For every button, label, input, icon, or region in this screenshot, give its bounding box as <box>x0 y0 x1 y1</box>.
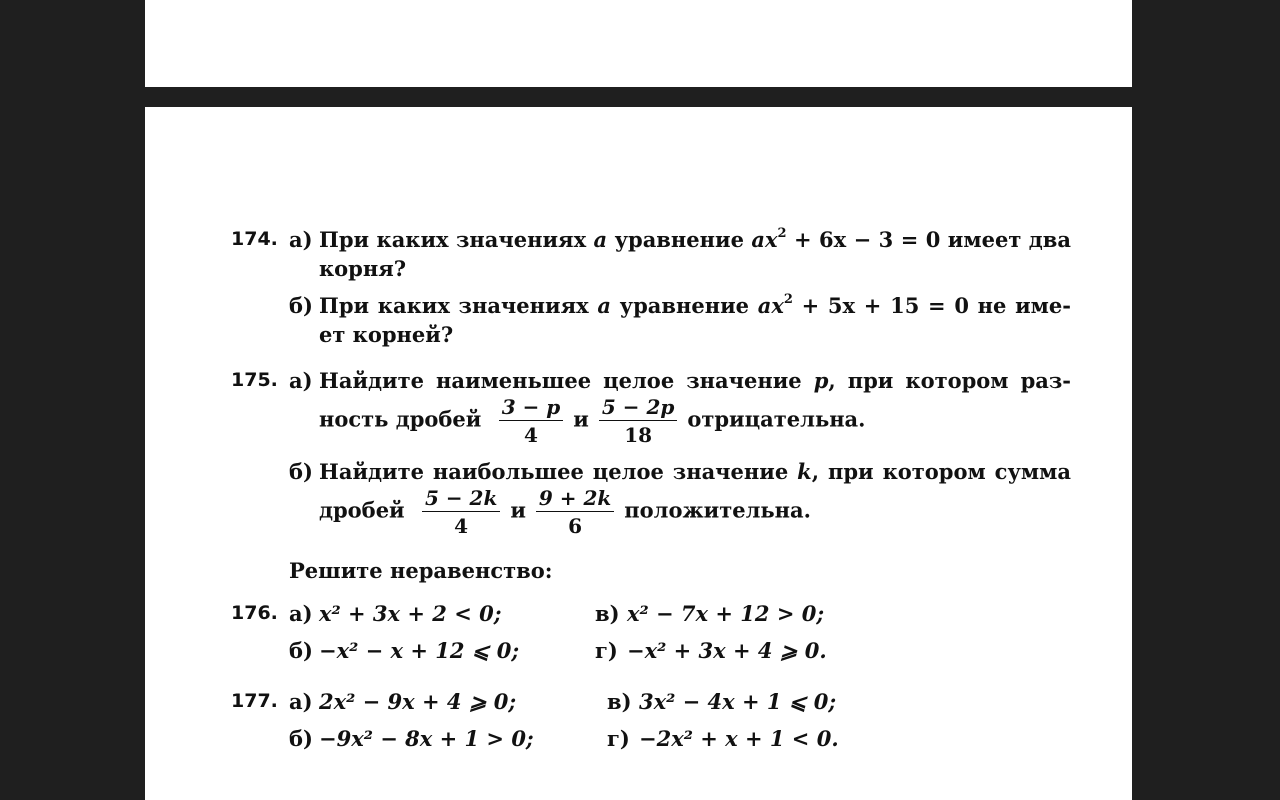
variable: k <box>797 459 812 484</box>
denominator: 6 <box>568 514 583 538</box>
problem-177 <box>231 683 1071 757</box>
inequality-row <box>289 632 1071 669</box>
item-label: в) <box>595 601 620 626</box>
problem-number: 177. <box>231 690 278 712</box>
inequality-row <box>289 720 1071 757</box>
text: , при котором сумма дробей <box>319 459 1071 523</box>
problem-174-a <box>289 225 1071 283</box>
variable: a <box>597 293 611 318</box>
inequality: −x² + 3x + 4 ⩾ 0. <box>627 638 827 663</box>
text: + 5x + 15 = 0 не име-ет корней? <box>319 293 1071 347</box>
item-label: а) <box>289 601 313 626</box>
instruction-heading: Решите неравенство: <box>289 558 553 583</box>
denominator: 4 <box>454 514 469 538</box>
fraction <box>422 486 500 538</box>
exponent: 2 <box>783 292 793 307</box>
problem-174-b <box>289 291 1071 349</box>
inequality-g <box>595 632 827 669</box>
text: уравнение <box>607 227 752 252</box>
item-label: б) <box>289 293 313 318</box>
text: и <box>510 497 526 523</box>
item-label: г) <box>607 726 630 751</box>
denominator: 18 <box>624 423 653 447</box>
inequality: 2x² − 9x + 4 ⩾ 0; <box>319 689 517 714</box>
problem-174 <box>231 225 1071 349</box>
text: и <box>573 406 589 432</box>
inequality-v <box>607 683 836 720</box>
text: положительна. <box>624 497 811 523</box>
denominator: 4 <box>524 423 538 447</box>
numerator: 5 − 2k <box>422 486 500 512</box>
problem-176 <box>231 595 1071 669</box>
problem-175-b <box>289 457 1071 538</box>
text: + 6x − 3 = 0 имеет два корня? <box>319 227 1071 281</box>
inequality: −2x² + x + 1 < 0. <box>639 726 839 751</box>
page-content <box>231 225 1071 757</box>
inequality: −9x² − 8x + 1 > 0; <box>319 726 534 751</box>
numerator: 3 − p <box>499 395 564 421</box>
inequality: 3x² − 4x + 1 ⩽ 0; <box>639 689 837 714</box>
text: При каких значениях <box>319 227 594 252</box>
item-label: б) <box>289 459 313 484</box>
item-label: а) <box>289 368 313 393</box>
problem-number: 174. <box>231 228 278 250</box>
previous-page-bottom <box>145 0 1132 87</box>
inequality: −x² − x + 12 ⩽ 0; <box>319 638 520 663</box>
inequality-g <box>607 720 839 757</box>
text: уравнение <box>610 293 758 318</box>
problem-175-a <box>289 366 1071 447</box>
item-label: а) <box>289 689 313 714</box>
equation: ax <box>757 293 784 318</box>
inequality-a <box>289 595 595 632</box>
inequality-a <box>289 683 607 720</box>
text: Найдите наибольшее целое значение <box>319 459 798 484</box>
exponent: 2 <box>777 226 787 241</box>
inequality-b <box>289 632 595 669</box>
item-label: б) <box>289 638 313 663</box>
inequality-row <box>289 595 1071 632</box>
text: , при котором раз-ность дробей <box>319 368 1071 432</box>
equation: ax <box>751 227 778 252</box>
text: Найдите наименьшее целое значение <box>319 368 814 393</box>
fraction <box>499 395 564 447</box>
problem-number: 176. <box>231 602 278 624</box>
item-label: г) <box>595 638 618 663</box>
problem-number: 175. <box>231 369 278 391</box>
variable: a <box>593 227 608 252</box>
numerator: 9 + 2k <box>536 486 614 512</box>
text: отрицательна. <box>687 406 866 432</box>
inequality: x² − 7x + 12 > 0; <box>627 601 825 626</box>
inequality: x² + 3x + 2 < 0; <box>319 601 502 626</box>
inequality-row <box>289 683 1071 720</box>
item-label: в) <box>607 689 632 714</box>
numerator: 5 − 2p <box>599 395 678 421</box>
inequality-b <box>289 720 607 757</box>
problem-175 <box>231 366 1071 538</box>
inequality-v <box>595 595 824 632</box>
text: При каких значениях <box>319 293 598 318</box>
fraction <box>536 486 614 538</box>
variable: p <box>813 368 829 393</box>
item-label: б) <box>289 726 313 751</box>
item-label: а) <box>289 227 313 252</box>
fraction <box>599 395 678 447</box>
textbook-page[interactable] <box>145 107 1132 800</box>
